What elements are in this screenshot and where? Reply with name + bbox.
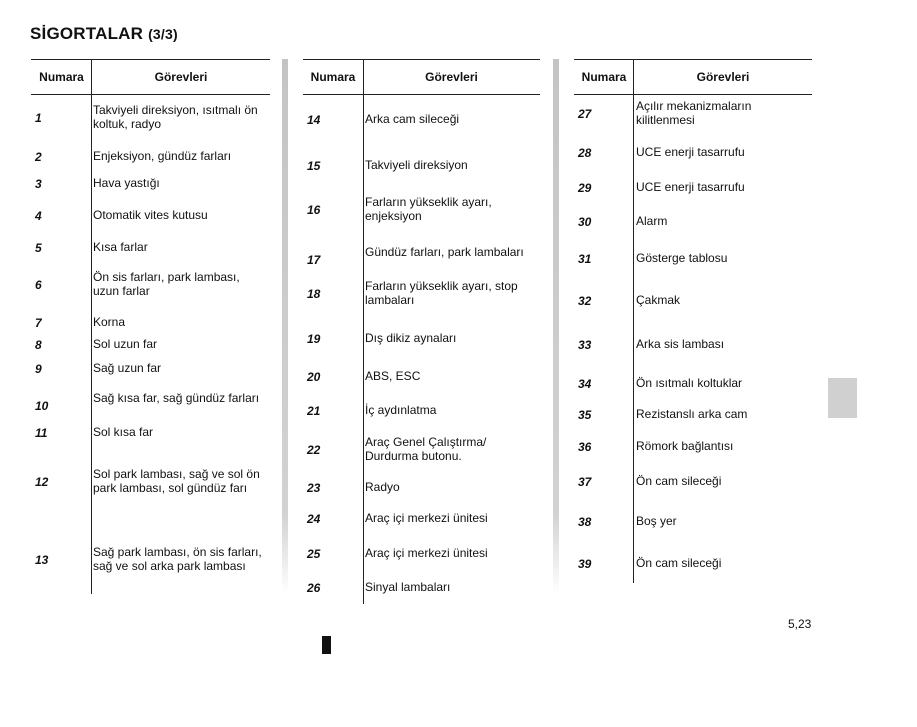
fuse-function: Arka cam sileceği bbox=[365, 112, 460, 126]
fuse-number: 29 bbox=[578, 181, 592, 195]
fuse-number: 24 bbox=[307, 512, 321, 526]
fuse-number: 6 bbox=[35, 278, 42, 292]
fuse-function: Sol kısa far bbox=[93, 425, 154, 439]
column-divider bbox=[91, 59, 92, 594]
fuse-function: Çakmak bbox=[636, 293, 681, 307]
fuse-function: Farların yükseklik ayarı, enjeksiyon bbox=[365, 195, 492, 223]
fuse-function: Radyo bbox=[365, 480, 400, 494]
header-function: Görevleri bbox=[425, 70, 478, 84]
fuse-function: İç aydınlatma bbox=[365, 403, 437, 417]
fuse-number: 23 bbox=[307, 481, 321, 495]
header-number: Numara bbox=[39, 70, 84, 84]
column-divider bbox=[363, 59, 364, 604]
fuse-function: Takviyeli direksiyon, ısıtmalı ön koltuk, radyo bbox=[93, 103, 258, 131]
fuse-number: 38 bbox=[578, 515, 592, 529]
fuse-function: Hava yastığı bbox=[93, 176, 160, 190]
column-separator bbox=[282, 59, 288, 594]
fuse-function: Enjeksiyon, gündüz farları bbox=[93, 149, 232, 163]
fuse-number: 14 bbox=[307, 113, 321, 127]
header-function: Görevleri bbox=[696, 70, 750, 84]
fuse-number: 32 bbox=[578, 294, 592, 308]
page-marker bbox=[322, 636, 331, 654]
table-header bbox=[574, 59, 812, 95]
fuse-number: 15 bbox=[307, 159, 321, 173]
column-separator bbox=[553, 59, 559, 594]
fuse-number: 16 bbox=[307, 203, 321, 217]
table-header bbox=[31, 59, 270, 95]
fuse-number: 27 bbox=[578, 107, 592, 121]
header-function: Görevleri bbox=[154, 70, 208, 84]
fuse-function: Gösterge tablosu bbox=[636, 251, 728, 265]
fuse-number: 13 bbox=[35, 553, 49, 567]
fuse-number: 10 bbox=[35, 399, 49, 413]
fuse-number: 17 bbox=[307, 253, 321, 267]
fuse-function: ABS, ESC bbox=[365, 369, 421, 383]
column-divider bbox=[633, 59, 634, 583]
title-suffix: (3/3) bbox=[148, 26, 178, 42]
table-header bbox=[303, 59, 540, 95]
fuse-number: 26 bbox=[307, 581, 321, 595]
fuse-number: 30 bbox=[578, 215, 592, 229]
fuse-number: 39 bbox=[578, 557, 592, 571]
fuse-function: Sağ kısa far, sağ gündüz farları bbox=[93, 391, 260, 405]
fuse-number: 31 bbox=[578, 252, 592, 266]
fuse-number: 11 bbox=[35, 426, 48, 440]
fuse-function: Sol uzun far bbox=[93, 337, 158, 351]
fuse-function: Açılır mekanizmaların kilitlenmesi bbox=[636, 99, 752, 127]
chapter-tab bbox=[828, 378, 857, 418]
fuse-function: Sağ park lambası, ön sis farları, sağ ve sol arka park lambası bbox=[93, 545, 262, 573]
fuse-function: Kısa farlar bbox=[93, 240, 148, 254]
fuse-number: 2 bbox=[35, 150, 42, 164]
fuse-function: Farların yükseklik ayarı, stop lambaları bbox=[365, 279, 518, 307]
fuse-number: 7 bbox=[35, 316, 42, 330]
page-title bbox=[30, 24, 178, 44]
fuse-number: 36 bbox=[578, 440, 592, 454]
fuse-number: 4 bbox=[35, 209, 42, 223]
fuse-function: Araç Genel Çalıştırma/ Durdurma butonu. bbox=[365, 435, 487, 463]
fuse-number: 28 bbox=[578, 146, 592, 160]
page-number: 5,23 bbox=[788, 617, 812, 631]
fuse-number: 1 bbox=[35, 111, 42, 125]
fuse-function: UCE enerji tasarrufu bbox=[636, 180, 745, 194]
header-number: Numara bbox=[310, 70, 356, 84]
fuse-number: 9 bbox=[35, 362, 42, 376]
fuse-number: 18 bbox=[307, 287, 321, 301]
fuse-function: Sinyal lambaları bbox=[365, 580, 451, 594]
fuse-function: Arka sis lambası bbox=[636, 337, 725, 351]
fuse-function: Ön cam sileceği bbox=[636, 556, 722, 570]
fuse-function: Gündüz farları, park lambaları bbox=[365, 245, 524, 259]
fuse-number: 25 bbox=[307, 547, 321, 561]
header-number: Numara bbox=[581, 70, 627, 84]
fuse-number: 33 bbox=[578, 338, 592, 352]
fuse-function: Sol park lambası, sağ ve sol ön park lambası, sol gündüz farı bbox=[93, 467, 260, 495]
fuse-function: Boş yer bbox=[636, 514, 677, 528]
fuse-number: 5 bbox=[35, 241, 42, 255]
fuse-function: Araç içi merkezi ünitesi bbox=[365, 546, 488, 560]
fuse-function: Rezistanslı arka cam bbox=[636, 407, 748, 421]
fuse-function: Römork bağlantısı bbox=[636, 439, 734, 453]
fuse-number: 20 bbox=[307, 370, 321, 384]
title-text: SİGORTALAR bbox=[30, 24, 144, 43]
fuse-function: Korna bbox=[93, 315, 126, 329]
fuse-function: Otomatik vites kutusu bbox=[93, 208, 208, 222]
fuse-number: 35 bbox=[578, 408, 592, 422]
fuse-number: 8 bbox=[35, 338, 42, 352]
fuse-function: Ön ısıtmalı koltuklar bbox=[636, 376, 743, 390]
fuse-function: Araç içi merkezi ünitesi bbox=[365, 511, 488, 525]
fuse-function: Alarm bbox=[636, 214, 668, 228]
fuse-function: UCE enerji tasarrufu bbox=[636, 145, 745, 159]
fuse-function: Ön sis farları, park lambası, uzun farlar bbox=[93, 270, 240, 298]
fuse-number: 21 bbox=[307, 404, 321, 418]
fuse-function: Dış dikiz aynaları bbox=[365, 331, 457, 345]
fuse-number: 12 bbox=[35, 475, 49, 489]
fuse-number: 19 bbox=[307, 332, 321, 346]
fuse-function: Sağ uzun far bbox=[93, 361, 162, 375]
fuse-function: Ön cam sileceği bbox=[636, 474, 722, 488]
fuse-number: 22 bbox=[307, 443, 321, 457]
fuse-number: 34 bbox=[578, 377, 592, 391]
fuse-number: 37 bbox=[578, 475, 592, 489]
fuse-number: 3 bbox=[35, 177, 42, 191]
fuse-function: Takviyeli direksiyon bbox=[365, 158, 468, 172]
